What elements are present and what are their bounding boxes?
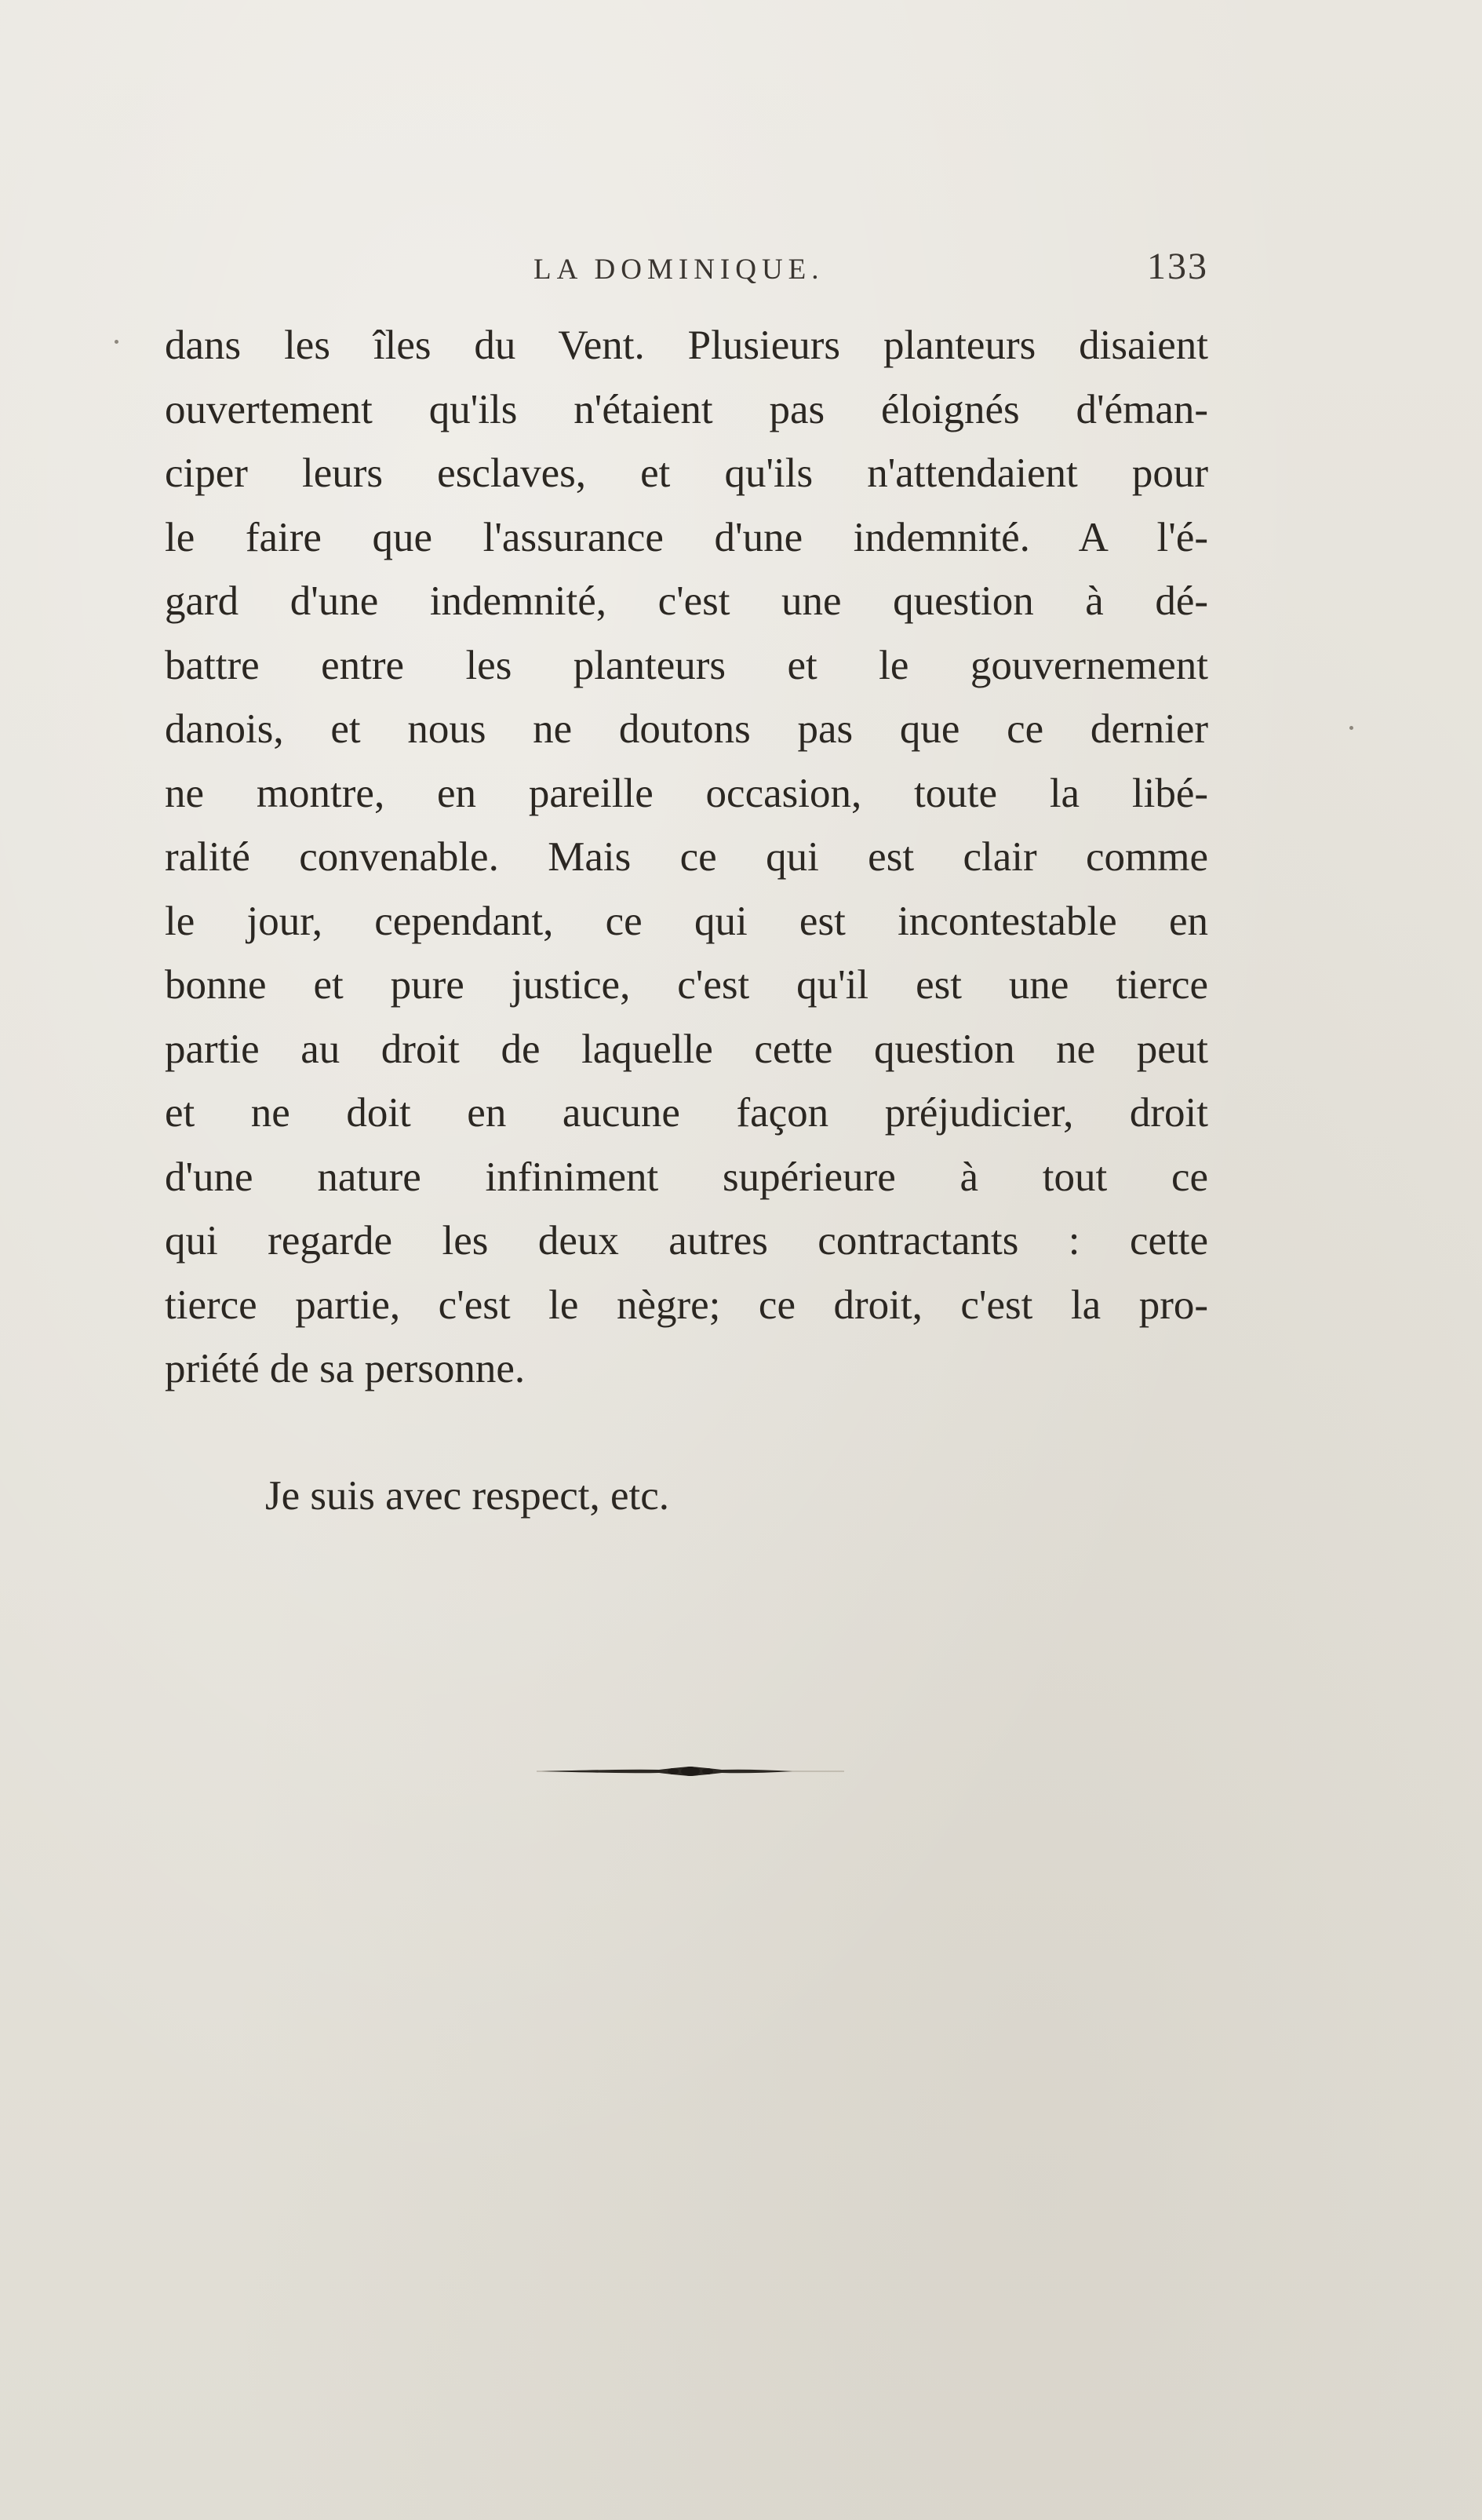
- tailpiece-ornament-icon: [533, 1760, 847, 1783]
- text-line: ne montre, en pareille occasion, toute la libé-: [165, 770, 1208, 816]
- text-line: bonne et pure justice, c'est qu'il est une tierce: [165, 962, 1208, 1008]
- text-line: battre entre les planteurs et le gouvernement: [165, 642, 1208, 688]
- body-text: [165, 314, 1208, 1402]
- closing-salutation: Je suis avec respect, etc.: [265, 1473, 670, 1519]
- text-line: qui regarde les deux autres contractants : cette: [165, 1218, 1208, 1264]
- text-line: partie au droit de laquelle cette question ne peut: [165, 1026, 1208, 1072]
- text-line: le faire que l'assurance d'une indemnité. A l'é-: [165, 514, 1208, 560]
- running-title: LA DOMINIQUE.: [533, 253, 825, 286]
- text-line: danois, et nous ne doutons pas que ce dernier: [165, 706, 1208, 752]
- text-line: le jour, cependant, ce qui est incontestable en: [165, 898, 1208, 944]
- text-line: dans les îles du Vent. Plusieurs planteurs disaient: [165, 323, 1208, 368]
- text-line: tierce partie, c'est le nègre; ce droit, c'est la pro-: [165, 1282, 1208, 1328]
- running-head: [165, 245, 1208, 292]
- text-line: d'une nature infiniment supérieure à tout ce: [165, 1154, 1208, 1200]
- text-line: ciper leurs esclaves, et qu'ils n'attendaient pour: [165, 450, 1208, 496]
- page-number: 133: [1147, 246, 1208, 287]
- paper-speck: [1349, 726, 1353, 730]
- text-line: priété de sa personne.: [165, 1346, 526, 1391]
- text-line: et ne doit en aucune façon préjudicier, droit: [165, 1090, 1208, 1136]
- text-line: ralité convenable. Mais ce qui est clair comme: [165, 834, 1208, 880]
- text-line: ouvertement qu'ils n'étaient pas éloignés d'éman-: [165, 386, 1208, 432]
- text-line: gard d'une indemnité, c'est une question à dé-: [165, 578, 1208, 624]
- paper-speck: [115, 340, 118, 344]
